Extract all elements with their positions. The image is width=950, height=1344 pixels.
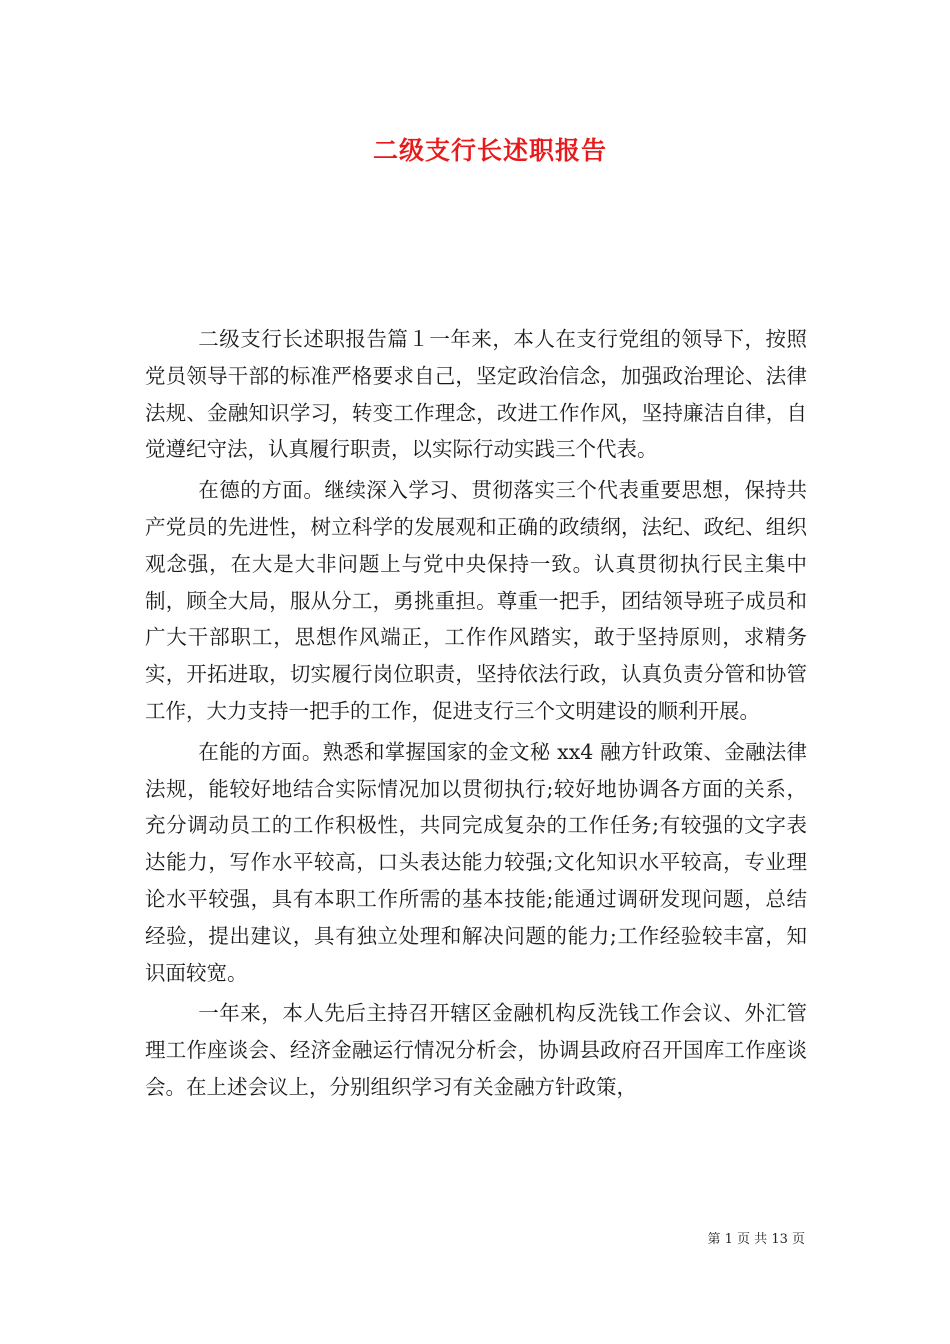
paragraph: 在能的方面。熟悉和掌握国家的金文秘 xx4 融方针政策、金融法律法规，能较好地结合实际情况加以贯彻执行;较好地协调各方面的关系，充分调动员工的工作积极性，共同完成复杂的工作任务;有较强的文字表达能力，写作水平较高，口头表达能力较强;文化知识水平较高，专业理论水平较强，具有本职工作所需的基本技能;能通过调研发现问题，总结经验，提出建议，具有独立处理和解决问题的能力;工作经验较丰富，知识面较宽。 bbox=[145, 739, 807, 985]
page-number-footer: 第 1 页 共 13 页 bbox=[707, 1232, 805, 1247]
paragraph: 二级支行长述职报告篇１一年来，本人在支行党组的领导下，按照党员领导干部的标准严格要求自己，坚定政治信念，加强政治理论、法律法规、金融知识学习，转变工作理念，改进工作作风，坚持廉洁自律，自觉遵纪守法，认真履行职责，以实际行动实践三个代表。 bbox=[145, 327, 807, 462]
page-title: 二级支行长述职报告 bbox=[372, 136, 607, 165]
paragraph: 在德的方面。继续深入学习、贯彻落实三个代表重要思想，保持共产党员的先进性，树立科学的发展观和正确的政绩纲，法纪、政纪、组织观念强，在大是大非问题上与党中央保持一致。认真贯彻执行民主集中制，顾全大局，服从分工，勇挑重担。尊重一把手，团结领导班子成员和广大干部职工，思想作风端正，工作作风踏实，敢于坚持原则，求精务实，开拓进取，切实履行岗位职责，坚持依法行政，认真负责分管和协管工作，大力支持一把手的工作，促进支行三个文明建设的顺利开展。 bbox=[145, 478, 807, 723]
paragraph: 一年来，本人先后主持召开辖区金融机构反洗钱工作会议、外汇管理工作座谈会、经济金融运行情况分析会，协调县政府召开国库工作座谈会。在上述会议上，分别组织学习有关金融方针政策， bbox=[145, 1001, 807, 1099]
document-body bbox=[145, 321, 807, 1106]
